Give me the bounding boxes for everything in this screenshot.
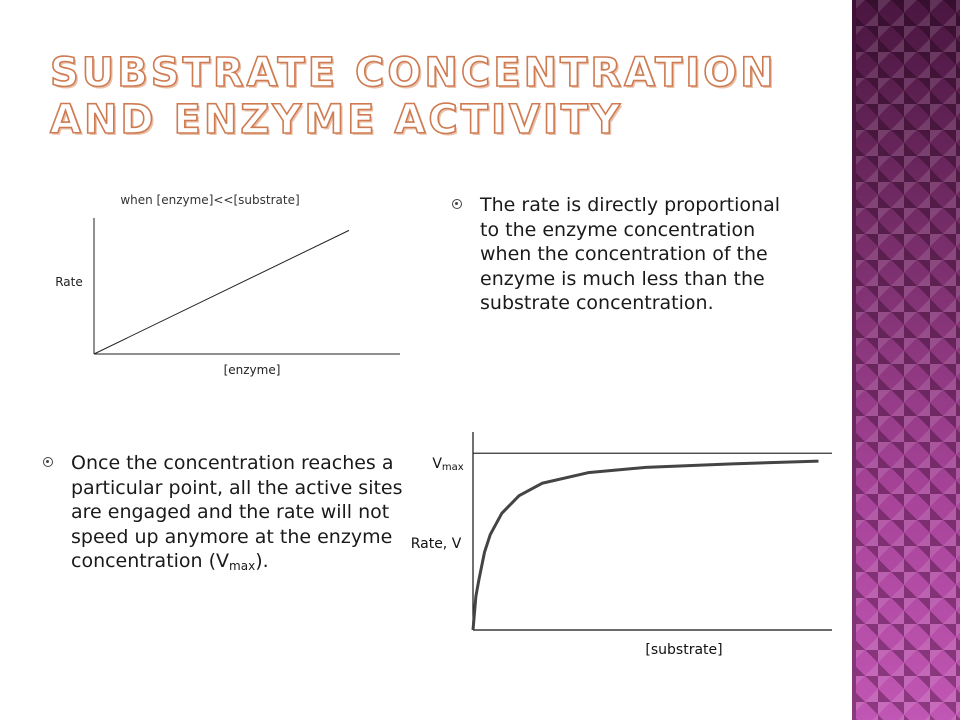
rate-vs-substrate-chart: [400, 420, 840, 670]
bullet-text: The rate is directly proportional to the enzyme concentration when the concentration of the enzyme is much less than the substrate concentration.: [480, 194, 781, 314]
bullet-icon: [43, 457, 53, 467]
bullet-text-end: ).: [255, 550, 269, 572]
saturation-curve: [473, 461, 818, 630]
bullet-rate-proportional: [452, 193, 802, 316]
bullet-text-subscript: max: [229, 559, 256, 573]
bullet-icon: [452, 199, 462, 209]
series-line: [94, 230, 349, 354]
series-group: [94, 230, 349, 354]
chart-title: when [enzyme]<<[substrate]: [120, 193, 300, 207]
vmax-label: Vmax: [432, 456, 464, 473]
series-group: [473, 461, 818, 630]
bullet-text: [71, 451, 403, 579]
side-band-edge: [852, 0, 856, 720]
y-axis-label: Rate, V: [410, 536, 462, 552]
x-axis-label: [enzyme]: [223, 363, 281, 377]
bullet-text-main: Once the concentration reaches a particular point, all the active sites are engaged and the rate will not speed up anymore at the enzyme concentration (V: [71, 452, 403, 572]
rate-vs-enzyme-chart: [40, 180, 420, 380]
y-axis-label: Rate: [55, 275, 83, 289]
bullet-vmax-saturation: [43, 451, 403, 579]
x-axis-label: [substrate]: [645, 642, 723, 658]
slide-title: SUBSTRATE CONCENTRATION AND ENZYME ACTIVITY: [50, 50, 777, 143]
decorative-side-band: [852, 0, 960, 720]
